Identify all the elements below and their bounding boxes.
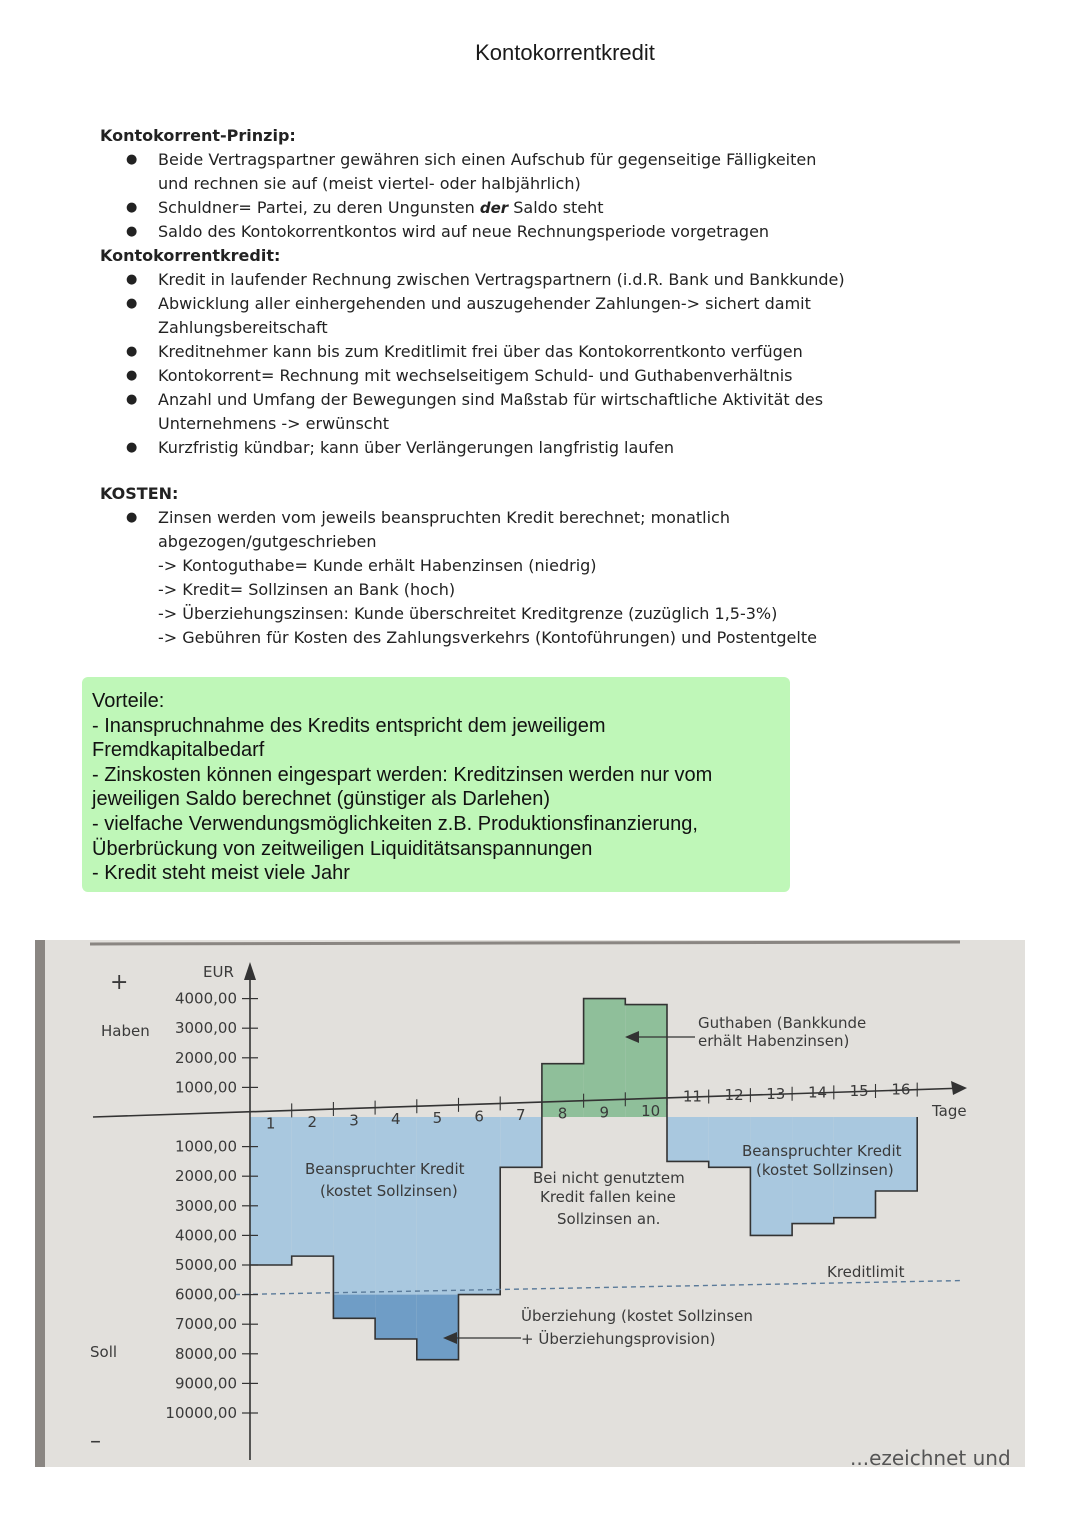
annotation-used1-1: Beanspruchter Kredit <box>305 1160 465 1178</box>
y-tick-label: 2000,00 <box>174 1048 237 1067</box>
costs-sub-2: -> Kredit= Sollzinsen an Bank (hoch) <box>158 580 456 599</box>
x-tick-label: 3 <box>349 1111 359 1130</box>
soll-label: Soll <box>90 1343 118 1361</box>
balance-bar-debit <box>333 1117 375 1295</box>
advantages-line: Überbrückung von zeitweiligen Liquiditätsanspannungen <box>92 837 593 860</box>
haben-label: Haben <box>101 1022 150 1040</box>
costs-heading: KOSTEN: <box>100 484 179 503</box>
notes-section <box>100 124 880 650</box>
annotation-over-1: Überziehung (kostet Sollzinsen <box>521 1307 753 1325</box>
y-tick-label: 9000,00 <box>174 1374 237 1393</box>
x-tick-label: 8 <box>557 1104 568 1123</box>
advantages-line: - Inanspruchnahme des Kredits entspricht dem jeweiligem <box>92 714 606 737</box>
balance-bar-overdraft <box>333 1295 375 1319</box>
x-tick-label: 9 <box>599 1103 609 1122</box>
list-item: ● Abwicklung aller einhergehenden und auszugehender Zahlungen-> sichert damit Zahlungsbereitschaft <box>100 292 880 340</box>
costs-list <box>100 506 880 554</box>
balance-bar-credit <box>625 1005 667 1117</box>
list-item: ● Kontokorrent= Rechnung mit wechselseitigem Schuld- und Guthabenverhältnis <box>100 364 880 388</box>
y-tick-label: 10000,00 <box>165 1404 237 1422</box>
list-item: ● Kreditnehmer kann bis zum Kreditlimit frei über das Kontokorrentkonto verfügen <box>100 340 880 364</box>
list-item: ● Anzahl und Umfang der Bewegungen sind Maßstab für wirtschaftliche Aktivität des Unternehmens -> erwünscht <box>100 388 880 436</box>
y-tick-label: 3000,00 <box>174 1196 237 1215</box>
y-tick-label: 2000,00 <box>174 1167 237 1186</box>
annotation-haben-2: erhält Habenzinsen) <box>698 1032 850 1050</box>
x-tick-label: 14 <box>807 1083 828 1102</box>
list-item: ● Kredit in laufender Rechnung zwischen Vertragspartnern (i.d.R. Bank und Bankkunde) <box>100 268 880 292</box>
y-tick-label: 6000,00 <box>174 1285 237 1304</box>
y-tick-label: 4000,00 <box>174 989 237 1008</box>
x-tick-label: 2 <box>307 1113 318 1132</box>
list-item: ● Zinsen werden vom jeweils beanspruchten Kredit berechnet; monatlich abgezogen/gutgeschrieben <box>100 506 880 554</box>
balance-bar-overdraft <box>375 1295 417 1339</box>
advantages-line: - Kredit steht meist viele Jahr <box>92 862 350 885</box>
annotation-unused-3: Sollzinsen an. <box>557 1210 661 1228</box>
x-tick-label: 11 <box>682 1087 702 1106</box>
list-item: ● Beide Vertragspartner gewähren sich einen Aufschub für gegenseitige Fälligkeiten und rechnen sie auf (meist viertel- oder halbjährlich) <box>100 148 880 196</box>
photo-edge-left <box>35 940 45 1467</box>
principle-list <box>100 148 880 244</box>
advantages-line: Fremdkapitalbedarf <box>92 739 265 762</box>
balance-bar-debit <box>375 1117 417 1295</box>
balance-bar-debit <box>417 1117 459 1295</box>
balance-bar-overdraft <box>417 1295 459 1360</box>
annotation-used2-1: Beanspruchter Kredit <box>742 1142 902 1160</box>
x-tick-label: 6 <box>474 1107 484 1126</box>
y-tick-label: 3000,00 <box>174 1019 237 1038</box>
balance-chart-photo <box>35 940 1025 1467</box>
x-tick-label: 15 <box>849 1081 869 1100</box>
x-axis-label: Tage <box>932 1102 967 1120</box>
balance-bar-debit <box>459 1117 501 1295</box>
x-tick-label: 10 <box>641 1101 661 1120</box>
list-item: ● Saldo des Kontokorrentkontos wird auf neue Rechnungsperiode vorgetragen <box>100 220 880 244</box>
footer-fragment: ...ezeichnet und <box>850 1446 1011 1467</box>
annotation-over-2: + Überziehungsprovision) <box>521 1330 716 1348</box>
page-title: Kontokorrentkredit <box>475 40 655 65</box>
y-tick-label: 1000,00 <box>174 1137 237 1156</box>
x-tick-label: 4 <box>390 1110 401 1129</box>
y-tick-label: 7000,00 <box>174 1315 237 1334</box>
credit-list <box>100 268 880 460</box>
y-tick-label: 8000,00 <box>174 1344 237 1363</box>
x-tick-label: 1 <box>265 1114 276 1133</box>
costs-sub-1: -> Kontoguthabe= Kunde erhält Habenzinsen (niedrig) <box>158 556 597 575</box>
x-tick-label: 5 <box>432 1108 443 1127</box>
costs-sub-4: -> Gebühren für Kosten des Zahlungsverkehrs (Kontoführungen) und Postentgelte <box>158 628 817 647</box>
balance-bar-debit <box>667 1117 709 1161</box>
advantages-line: - vielfache Verwendungsmöglichkeiten z.B. Produktionsfinanzierung, <box>92 812 698 835</box>
y-axis-label: EUR <box>203 963 234 981</box>
y-tick-label: 5000,00 <box>174 1256 237 1274</box>
y-tick-label: 4000,00 <box>174 1226 237 1245</box>
balance-bar-debit <box>500 1117 542 1167</box>
x-tick-label: 16 <box>891 1080 911 1099</box>
plus-sign: + <box>110 970 129 995</box>
advantages-line: - Zinskosten können eingespart werden: Kreditzinsen werden nur vom <box>92 763 713 786</box>
photo-edge-top <box>90 942 960 944</box>
minus-sign: – <box>90 1429 101 1454</box>
balance-bar-debit <box>250 1117 292 1265</box>
y-tick-label: 1000,00 <box>174 1078 237 1097</box>
x-tick-label: 12 <box>724 1086 744 1105</box>
list-item: ● Schuldner= Partei, zu deren Ungunsten der Saldo steht <box>100 196 880 220</box>
annotation-unused-1: Bei nicht genutztem <box>533 1169 685 1187</box>
annotation-used2-2: (kostet Sollzinsen) <box>756 1161 894 1179</box>
costs-sub-3: -> Überziehungszinsen: Kunde überschreitet Kreditgrenze (zuzüglich 1,5-3%) <box>158 604 778 623</box>
list-item: ● Kurzfristig kündbar; kann über Verlängerungen langfristig laufen <box>100 436 880 460</box>
credit-limit-label: Kreditlimit <box>827 1263 905 1281</box>
advantages-box <box>82 677 790 892</box>
handwritten-insert: der <box>479 199 509 217</box>
advantages-line: jeweiligen Saldo berechnet (günstiger als Darlehen) <box>92 788 551 811</box>
x-tick-label: 7 <box>516 1106 526 1125</box>
credit-heading: Kontokorrentkredit: <box>100 246 281 265</box>
x-tick-label: 13 <box>766 1084 786 1103</box>
annotation-haben-1: Guthaben (Bankkunde <box>698 1014 867 1032</box>
annotation-used1-2: (kostet Sollzinsen) <box>320 1182 458 1200</box>
principle-heading: Kontokorrent-Prinzip: <box>100 126 296 145</box>
advantages-line: Vorteile: <box>92 690 165 712</box>
balance-chart <box>35 940 1025 1467</box>
annotation-unused-2: Kredit fallen keine <box>540 1188 676 1206</box>
